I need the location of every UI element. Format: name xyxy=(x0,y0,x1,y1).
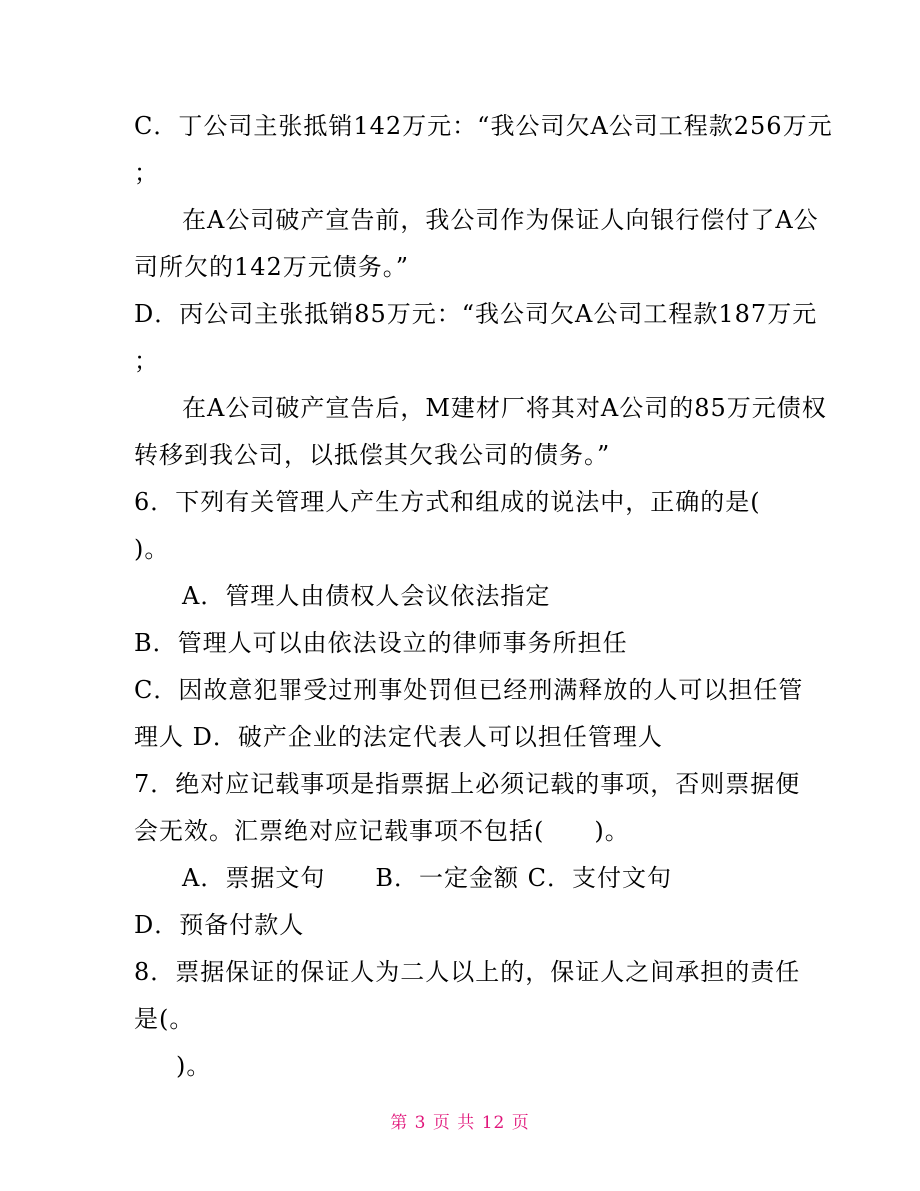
question-6-stem-line-2: )。 xyxy=(134,535,170,563)
option-c-line-3: 在A公司破产宣告前，我公司作为保证人向银行偿付了A公 xyxy=(182,206,819,234)
option-c-line-1: C．丁公司主张抵销142万元：“我公司欠A公司工程款256万元 xyxy=(134,112,833,140)
option-c-line-4: 司所欠的142万元债务。” xyxy=(134,253,410,281)
question-6-option-c: C．因故意犯罪受过刑事处罚但已经刑满释放的人可以担任管 xyxy=(134,676,804,704)
question-8-stem-line-2: 是(。 xyxy=(134,1005,195,1033)
question-6-option-c-d: 理人 D．破产企业的法定代表人可以担任管理人 xyxy=(134,723,663,751)
option-d-line-1: D．丙公司主张抵销85万元：“我公司欠A公司工程款187万元 xyxy=(134,300,818,328)
option-d-line-3: 在A公司破产宣告后，M建材厂将其对A公司的85万元债权 xyxy=(182,394,827,422)
question-6-option-a: A．管理人由债权人会议依法指定 xyxy=(182,582,551,610)
question-8-stem-line-3: )。 xyxy=(176,1052,212,1080)
question-6-stem-line-1: 6．下列有关管理人产生方式和组成的说法中，正确的是( xyxy=(134,488,761,516)
option-d-line-4: 转移到我公司，以抵偿其欠我公司的债务。” xyxy=(134,441,611,469)
page-number-label: 第 3 页 共 12 页 xyxy=(390,1113,530,1133)
question-8-stem-line-1: 8．票据保证的保证人为二人以上的，保证人之间承担的责任 xyxy=(134,958,801,986)
question-7-stem-line-2: 会无效。汇票绝对应记载事项不包括( )。 xyxy=(134,817,630,845)
question-7-options-abc: A．票据文句 B．一定金额 C．支付文句 xyxy=(182,864,672,892)
question-6-option-b: B．管理人可以由依法设立的律师事务所担任 xyxy=(134,629,628,657)
option-c-line-2: ； xyxy=(134,159,159,187)
option-d-line-2: ； xyxy=(134,347,159,375)
question-7-stem-line-1: 7．绝对应记载事项是指票据上必须记载的事项，否则票据便 xyxy=(134,770,801,798)
question-7-option-d: D．预备付款人 xyxy=(134,911,305,939)
page-footer xyxy=(0,1112,920,1134)
